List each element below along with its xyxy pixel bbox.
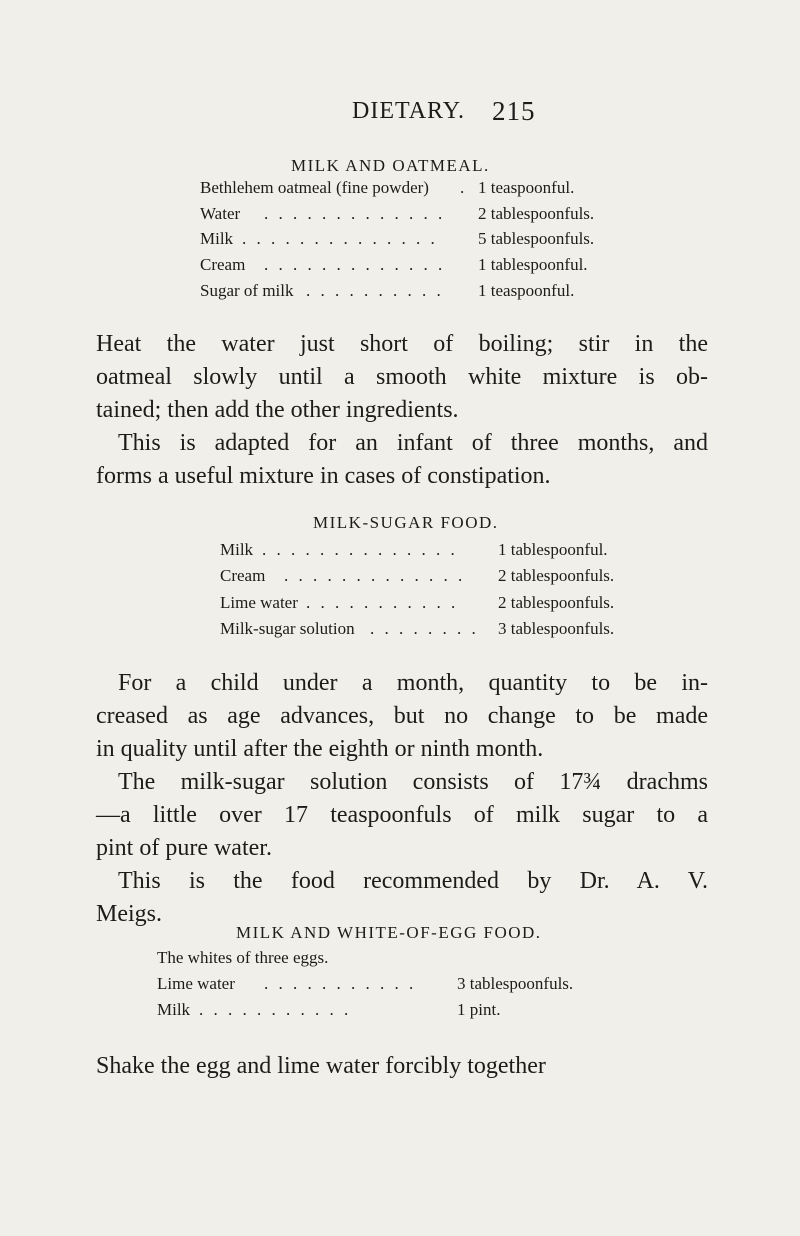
- page-number: 215: [492, 96, 536, 126]
- dot-leader: . . . . . . . . . . .: [199, 1000, 352, 1019]
- ingredient-name: Bethlehem oatmeal (fine powder): [200, 178, 429, 197]
- paragraph: [96, 667, 708, 766]
- ingredient-name: Milk: [157, 1000, 191, 1019]
- ingredient-name: Cream: [200, 255, 246, 274]
- dot-leader: . . . . . . . . . . . . . .: [242, 229, 438, 248]
- text-line: This is adapted for an infant of three months, and: [118, 430, 708, 456]
- ingredient-quantity: 1 tablespoonful.: [498, 540, 608, 559]
- text-line: pint of pure water.: [96, 835, 272, 861]
- ingredient-name: Milk: [200, 229, 234, 248]
- ingredient-name: Sugar of milk: [200, 281, 294, 300]
- text-line: forms a useful mixture in cases of constipation.: [96, 463, 551, 489]
- text-line: This is the food recommended by Dr. A. V.: [118, 868, 708, 894]
- text-line: For a child under a month, quantity to be in-: [118, 670, 708, 696]
- ingredient-quantity: 3 tablespoonfuls.: [457, 974, 574, 993]
- paragraph: [96, 865, 708, 931]
- text-line: oatmeal slowly until a smooth white mixture is ob-: [96, 364, 708, 390]
- ingredient-quantity: 1 pint.: [457, 1000, 501, 1019]
- text-line: tained; then add the other ingredients.: [96, 397, 459, 423]
- running-title: DIETARY.: [352, 98, 465, 124]
- recipe-heading: MILK-SUGAR FOOD.: [313, 513, 499, 532]
- ingredient-quantity: 1 tablespoonful.: [478, 255, 588, 274]
- ingredient-name: Lime water: [157, 974, 235, 993]
- ingredient-name: Water: [200, 204, 241, 223]
- dot-leader: . . . . . . . . . . . . . .: [262, 540, 458, 559]
- dot-leader: . . . . . . . . . . . . .: [264, 255, 446, 274]
- ingredient-quantity: 1 teaspoonful.: [478, 178, 575, 197]
- ingredient-quantity: 3 tablespoonfuls.: [498, 619, 615, 638]
- ingredient-name: Milk: [220, 540, 254, 559]
- dot-leader: . . . . . . . . . . .: [264, 974, 417, 993]
- paragraph: [96, 1050, 708, 1083]
- text-line: —a little over 17 teaspoonfuls of milk sugar to a: [96, 802, 708, 828]
- dot-leader: . . . . . . . . . .: [306, 281, 444, 300]
- dot-leader: . . . . . . . . . . . . .: [264, 204, 446, 223]
- text-line: in quality until after the eighth or ninth month.: [96, 736, 544, 762]
- ingredient-name: The whites of three eggs.: [157, 948, 329, 967]
- ingredient-quantity: 1 teaspoonful.: [478, 281, 575, 300]
- ingredient-quantity: 2 tablespoonfuls.: [498, 593, 615, 612]
- recipe-heading: MILK AND WHITE-OF-EGG FOOD.: [236, 923, 542, 942]
- dot-leader: .: [460, 178, 468, 197]
- text-line: Heat the water just short of boiling; stir in the: [96, 331, 708, 357]
- ingredient-quantity: 2 tablespoonfuls.: [478, 204, 595, 223]
- ingredient-name: Cream: [220, 566, 266, 585]
- text-line: Meigs.: [96, 901, 162, 927]
- text-line: creased as age advances, but no change to be made: [96, 703, 708, 729]
- text-line: The milk-sugar solution consists of 17¾ drachms: [118, 769, 708, 795]
- paragraph: [96, 427, 708, 493]
- dot-leader: . . . . . . . .: [370, 619, 479, 638]
- text-line: Shake the egg and lime water forcibly together: [96, 1053, 546, 1079]
- dot-leader: . . . . . . . . . . . . .: [284, 566, 466, 585]
- recipe-heading: MILK AND OATMEAL.: [291, 156, 490, 175]
- ingredient-quantity: 5 tablespoonfuls.: [478, 229, 595, 248]
- paragraph: [96, 328, 708, 427]
- paragraph: [96, 766, 708, 865]
- dot-leader: . . . . . . . . . . .: [306, 593, 459, 612]
- ingredient-name: Milk-sugar solution: [220, 619, 355, 638]
- ingredient-quantity: 2 tablespoonfuls.: [498, 566, 615, 585]
- ingredient-name: Lime water: [220, 593, 298, 612]
